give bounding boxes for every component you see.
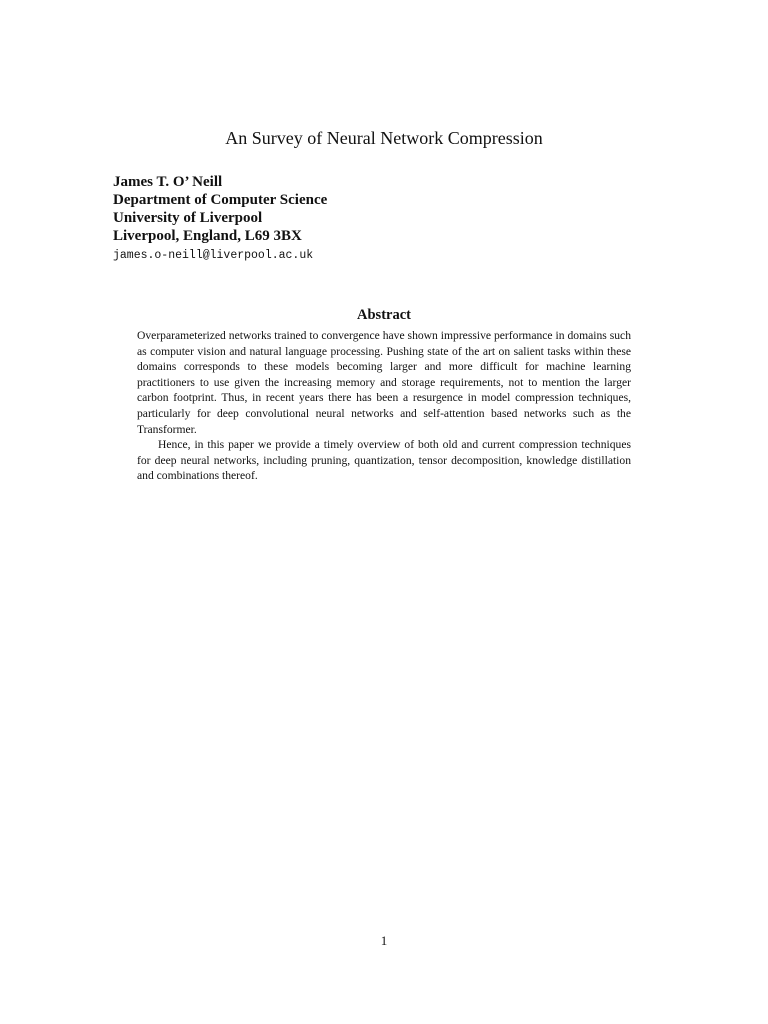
- author-name: James T. O’ Neill: [113, 174, 223, 190]
- author-location: Liverpool, England, L69 3BX: [113, 228, 302, 244]
- abstract-paragraph: Overparameterized networks trained to convergence have shown impressive performance in domains such as computer vision and natural language processing. Pushing state of the art on salient tasks within these domains corresponds to these models becoming larger and more difficult for machine learning practitioners to use given the increasing memory and storage requirements, not to mention the larger carbon footprint. Thus, in recent years there has been a resurgence in model compression techniques, particularly for deep convolutional neural networks and self-attention based networks such as the Transformer.: [137, 329, 631, 436]
- abstract-paragraph: Hence, in this paper we provide a timely overview of both old and current compression techniques for deep neural networks, including pruning, quantization, tensor decomposition, knowledge distillation and combinations thereof.: [137, 438, 631, 483]
- author-email: james.o-neill@liverpool.ac.uk: [113, 249, 314, 262]
- page-number: 1: [380, 933, 388, 948]
- author-department: Department of Computer Science: [113, 192, 328, 208]
- author-university: University of Liverpool: [113, 210, 263, 226]
- paper-title: An Survey of Neural Network Compression: [225, 128, 543, 148]
- abstract-heading: Abstract: [357, 307, 411, 323]
- abstract-body: [137, 328, 631, 484]
- author-block: [113, 173, 673, 264]
